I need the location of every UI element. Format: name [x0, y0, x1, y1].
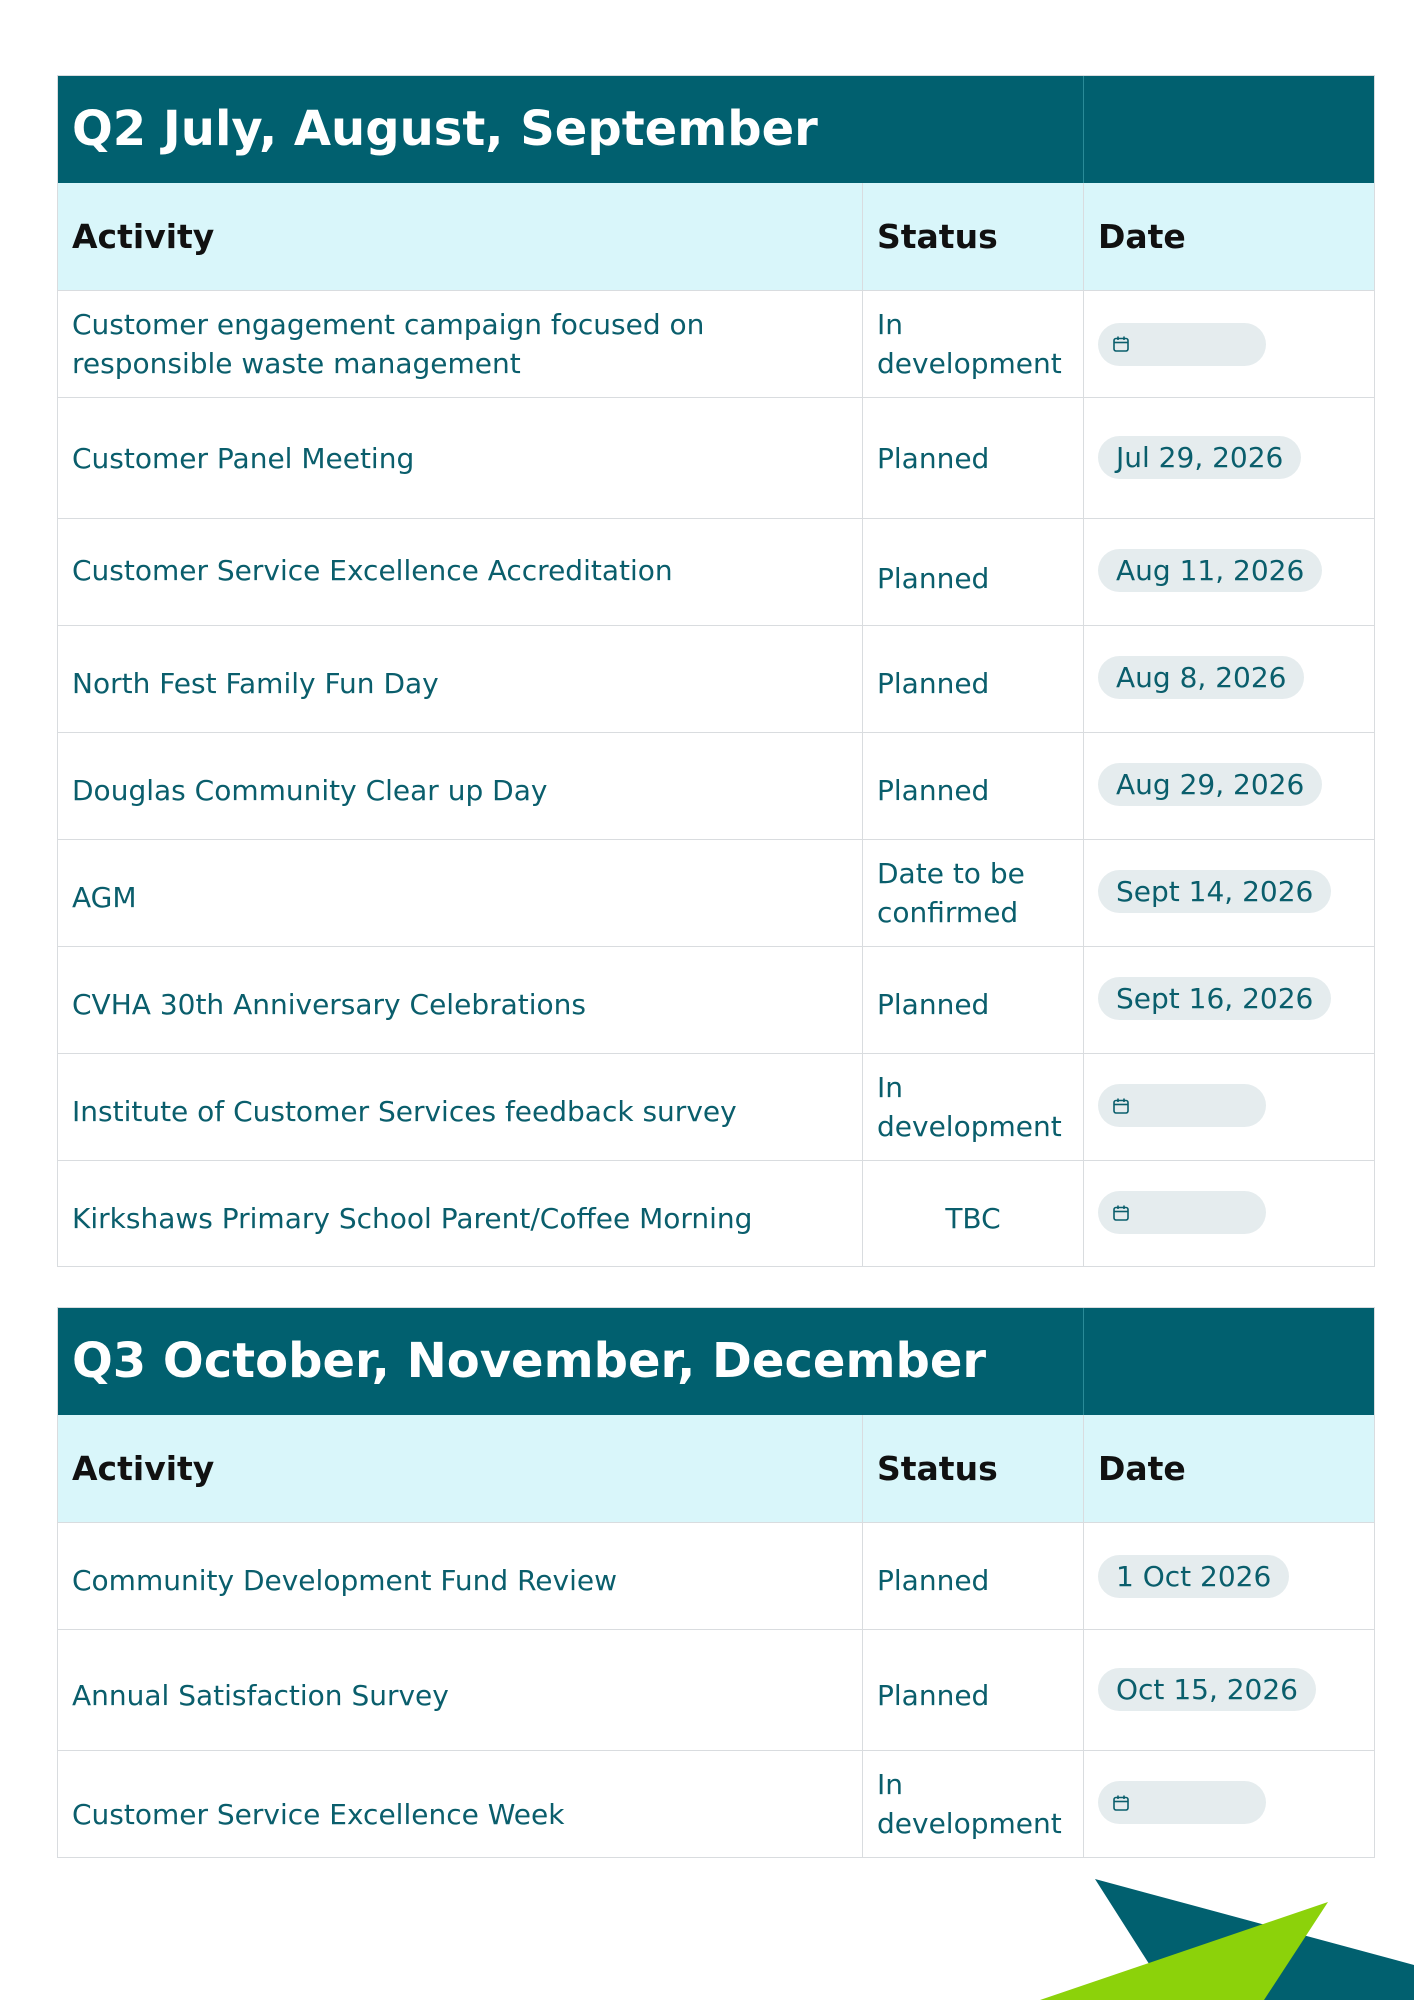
activity-cell: Kirkshaws Primary School Parent/Coffee Morning	[58, 1161, 863, 1266]
date-pill[interactable]: Jul 29, 2026	[1098, 436, 1301, 479]
column-header-activity: Activity	[58, 183, 863, 290]
activity-cell: Customer engagement campaign focused on responsible waste management	[58, 291, 863, 397]
q3-title: Q3 October, November, December	[58, 1308, 1084, 1415]
status-cell: Planned	[863, 947, 1084, 1053]
status-cell: Planned	[863, 1630, 1084, 1750]
activity-cell: CVHA 30th Anniversary Celebrations	[58, 947, 863, 1053]
activity-cell: Community Development Fund Review	[58, 1523, 863, 1629]
activity-cell: Annual Satisfaction Survey	[58, 1630, 863, 1750]
date-pill[interactable]: Aug 8, 2026	[1098, 656, 1304, 699]
status-cell: In development	[863, 1751, 1084, 1857]
activity-cell: Douglas Community Clear up Day	[58, 733, 863, 839]
status-cell: Planned	[863, 626, 1084, 732]
status-cell: Planned	[863, 1523, 1084, 1629]
status-cell: Planned	[863, 519, 1084, 625]
q2-title: Q2 July, August, September	[58, 76, 1084, 183]
status-cell: Planned	[863, 398, 1084, 518]
activity-cell: Institute of Customer Services feedback survey	[58, 1054, 863, 1160]
date-pill[interactable]: Aug 11, 2026	[1098, 549, 1322, 592]
date-pill[interactable]: Sept 14, 2026	[1098, 870, 1331, 913]
activity-cell: North Fest Family Fun Day	[58, 626, 863, 732]
status-cell: Date to be confirmed	[863, 840, 1084, 946]
date-pill[interactable]: Oct 15, 2026	[1098, 1668, 1316, 1711]
column-header-status: Status	[863, 183, 1084, 290]
date-pill[interactable]: Aug 29, 2026	[1098, 763, 1322, 806]
column-header-date: Date	[1098, 217, 1186, 256]
column-header-date: Date	[1098, 1449, 1186, 1488]
status-cell: In development	[863, 1054, 1084, 1160]
column-header-activity: Activity	[58, 1415, 863, 1522]
activity-cell: Customer Service Excellence Accreditation	[58, 519, 863, 625]
activity-cell: Customer Service Excellence Week	[58, 1751, 863, 1857]
activity-cell: Customer Panel Meeting	[58, 398, 863, 518]
date-pill[interactable]: Sept 16, 2026	[1098, 977, 1331, 1020]
activity-cell: AGM	[58, 840, 863, 946]
status-cell: TBC	[863, 1161, 1084, 1266]
status-cell: In development	[863, 291, 1084, 397]
status-cell: Planned	[863, 733, 1084, 839]
date-pill[interactable]: 1 Oct 2026	[1098, 1555, 1289, 1598]
column-header-status: Status	[863, 1415, 1084, 1522]
